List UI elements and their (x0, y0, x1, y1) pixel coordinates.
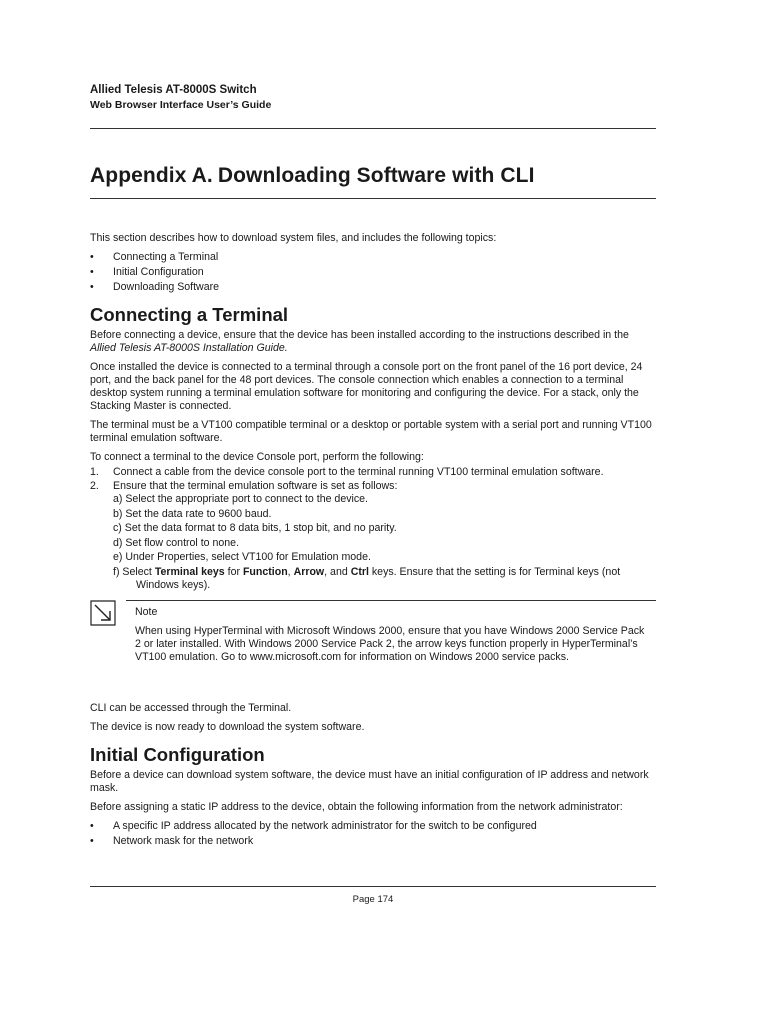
list-item: • A specific IP address allocated by the network administrator for the switch to be configured (90, 819, 537, 832)
section-heading-initial: Initial Configuration (90, 743, 265, 765)
list-item: 1. Connect a cable from the device console port to the terminal running VT100 terminal emulation software. (90, 466, 604, 478)
list-item: f) Select Terminal keys for Function, Arrow, and Ctrl keys. Ensure that the setting is for Terminal keys (not Windows keys). (113, 565, 621, 591)
list-item: • Connecting a Terminal (90, 251, 219, 263)
header-product-name: Allied Telesis AT-8000S Switch (90, 84, 257, 96)
list-item: c) Set the data format to 8 data bits, 1 stop bit, and no parity. (113, 522, 397, 534)
note-box (90, 600, 656, 690)
connecting-paragraph-5: CLI can be accessed through the Terminal. (90, 701, 292, 714)
appendix-title-text: Downloading Software with CLI (217, 164, 535, 187)
connecting-paragraph-1: Before connecting a device, ensure that the device has been installed according to the instructions described in the Allied Telesis AT-8000S Installation Guide. (90, 329, 629, 354)
list-item: 2. Ensure that the terminal emulation software is set as follows: a) Select the appropriate port to connect to the device. b) Set the data rate to 9600 baud. c) Set the data format to 8 data bits, 1 stop bit, and no parity. d) Set flow control to none. e) Under Properties, select VT100 for Emulation mode. f) Select Terminal keys for Function, Arrow, and Ctrl keys. Ensure that the setting is for Terminal keys (not Windows keys). (90, 480, 656, 592)
list-item: • Downloading Software (90, 281, 219, 293)
footer-divider (90, 886, 656, 887)
list-item: • Network mask for the network (90, 834, 254, 847)
section-heading-connecting: Connecting a Terminal (90, 304, 289, 325)
connecting-paragraph-2: Once installed the device is connected to a terminal through a console port on the front panel of the 16 port device, 24 port, and the back panel for the 48 port devices. The console connection which enables a connection to a terminal desktop system running a terminal emulation software for monitoring and configuring the device. For a stack, only the Stacking Master is connected. (90, 361, 643, 412)
connecting-paragraph-4: To connect a terminal to the device Console port, perform the following: (90, 451, 424, 463)
connecting-paragraph-6: The device is now ready to download the system software. (90, 720, 365, 733)
appendix-title (90, 164, 535, 188)
note-icon (90, 600, 116, 626)
initial-paragraph-1: Before a device can download system software, the device must have an initial configuration of IP address and network mask. (90, 768, 649, 794)
note-divider (126, 600, 656, 601)
list-item: a) Select the appropriate port to connect to the device. (113, 493, 368, 505)
list-item: • Initial Configuration (90, 266, 204, 278)
topic-list (90, 251, 656, 294)
note-label: Note (135, 605, 158, 618)
step-list (90, 466, 656, 592)
main-content (90, 232, 656, 856)
requirement-list (90, 820, 656, 848)
title-divider (90, 198, 656, 199)
header-divider (90, 128, 656, 129)
list-item: e) Under Properties, select VT100 for Emulation mode. (113, 551, 371, 563)
connecting-paragraph-3: The terminal must be a VT100 compatible terminal or a desktop or portable system with a serial port and running VT100 terminal emulation software. (90, 419, 652, 444)
note-text: When using HyperTerminal with Microsoft Windows 2000, ensure that you have Windows 2000 Service Pack 2 or later installed. With Windows 2000 Service Pack 2, the arrow keys function properly in HyperTerminal’s VT100 emulation. Go to www.microsoft.com for information on Windows 2000 service packs. (135, 624, 645, 663)
guide-reference: Allied Telesis AT-8000S Installation Guide. (90, 342, 288, 354)
substep-list (113, 493, 656, 592)
appendix-label: Appendix A. (90, 164, 213, 187)
header-guide-title: Web Browser Interface User’s Guide (90, 99, 272, 111)
initial-paragraph-2: Before assigning a static IP address to the device, obtain the following information from the network administrator: (90, 800, 623, 813)
list-item: b) Set the data rate to 9600 baud. (113, 507, 272, 520)
page-number: Page 174 (352, 894, 394, 905)
list-item: d) Set flow control to none. (113, 536, 240, 549)
intro-text: This section describes how to download system files, and includes the following topics: (90, 232, 497, 244)
